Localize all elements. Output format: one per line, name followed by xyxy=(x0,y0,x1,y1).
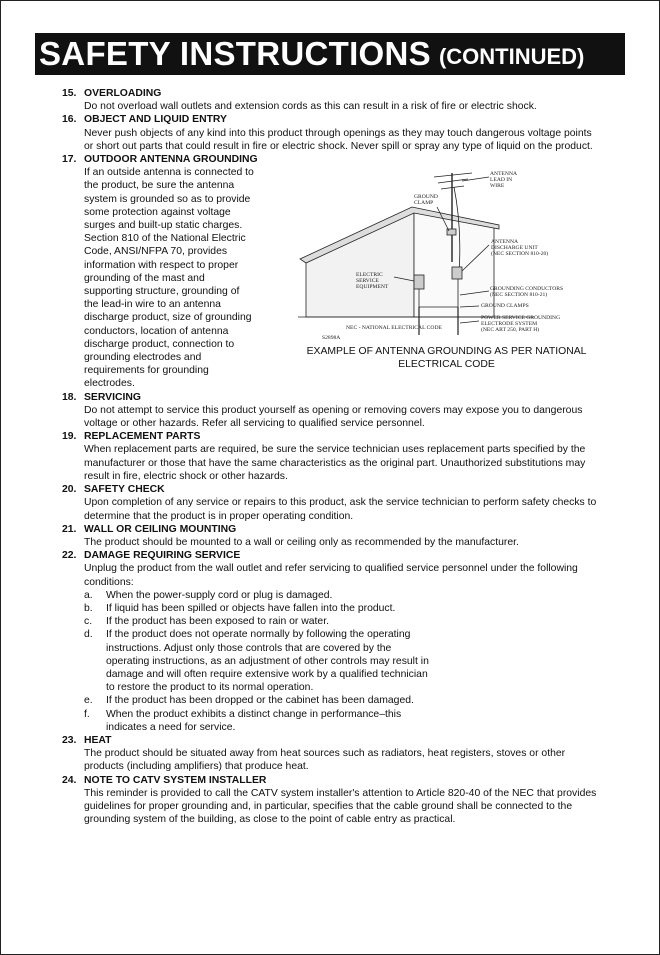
section-heading: SERVICING xyxy=(84,391,141,403)
label-ground-clamps: GROUND CLAMPS xyxy=(481,303,529,310)
list-item xyxy=(84,615,602,628)
list-item xyxy=(84,708,602,734)
section-number: 23. xyxy=(62,734,77,746)
list-item xyxy=(84,628,602,694)
section-number: 16. xyxy=(62,114,77,126)
section-body: The product should be situated away from heat sources such as radiators, heat registers, stoves or other products (including amplifiers) that produce heat. xyxy=(84,748,566,773)
section-heading: OUTDOOR ANTENNA GROUNDING xyxy=(84,154,258,166)
section-wall-ceiling-mounting xyxy=(62,523,602,549)
list-text: If liquid has been spilled or objects have fallen into the product. xyxy=(106,602,396,614)
instructions-content xyxy=(62,87,602,826)
section-number: 22. xyxy=(62,550,77,562)
page-title-main: SAFETY INSTRUCTIONS xyxy=(39,35,431,72)
page-title-sub: (CONTINUED) xyxy=(438,43,585,69)
section-number: 21. xyxy=(62,523,77,535)
list-letter: d. xyxy=(84,629,93,641)
section-object-liquid-entry xyxy=(62,113,602,153)
label-discharge-unit: ANTENNA DISCHARGE UNIT (NEC SECTION 810-20) xyxy=(491,239,549,258)
list-text: If the product does not operate normally by following the operating instructions. Adjust only those controls that are covered by the operating instructions, as an adjustment of other controls may result in damage and will often require extensive work by a qualified technician to restore the product to its normal operation. xyxy=(106,629,429,694)
section-body: Do not attempt to service this product yourself as opening or removing covers may expose you to dangerous voltage or other hazards. Refer all servicing to qualified service personnel. xyxy=(84,404,583,430)
section-body: Upon completion of any service or repairs to this product, ask the service technician to perform safety checks to determine that the product is in proper operating condition. xyxy=(84,497,597,522)
page-title xyxy=(35,33,625,75)
list-letter: f. xyxy=(84,708,90,720)
section-heading: SAFETY CHECK xyxy=(84,484,165,496)
label-grounding-conductors: GROUNDING CONDUCTORS (NEC SECTION 810-21) xyxy=(490,286,564,299)
section-damage-requiring-service xyxy=(62,549,602,734)
list-text: If the product has been dropped or the cabinet has been damaged. xyxy=(106,695,414,707)
section-heading: NOTE TO CATV SYSTEM INSTALLER xyxy=(84,774,267,786)
section-heading: WALL OR CEILING MOUNTING xyxy=(84,523,237,535)
list-item xyxy=(84,694,602,707)
section-heading: REPLACEMENT PARTS xyxy=(84,431,201,443)
section-number: 17. xyxy=(62,154,77,166)
section-catv-installer-note xyxy=(62,774,602,827)
section-safety-check xyxy=(62,483,602,523)
section-heading: OVERLOADING xyxy=(84,88,162,99)
section-number: 19. xyxy=(62,431,77,443)
label-nec: NEC - NATIONAL ELECTRICAL CODE xyxy=(346,325,442,332)
list-text: When the power-supply cord or plug is damaged. xyxy=(106,589,333,601)
section-heading: HEAT xyxy=(84,734,112,746)
list-item xyxy=(84,589,602,602)
section-body: If an outside antenna is connected to the product, be sure the antenna system is grounded so as to provide some protection against voltage surges and built-up static charges. Section 810 of the National Electric Code, ANSI/NFPA 70, provides information with respect to proper grounding of the mast and supporting structure, grounding of the lead-in wire to an antenna discharge product, size of grounding conductors, location of antenna discharge product, connection to grounding electrodes and requirements for grounding electrodes. xyxy=(84,167,254,390)
label-diagram-code: S2898A xyxy=(322,335,341,342)
section-heading: OBJECT AND LIQUID ENTRY xyxy=(84,114,227,126)
diagram-caption: EXAMPLE OF ANTENNA GROUNDING AS PER NATIONAL ELECTRICAL CODE xyxy=(306,346,587,371)
antenna-grounding-diagram xyxy=(294,167,599,379)
section-body: Do not overload wall outlets and extension cords as this can result in a risk of fire or electric shock. xyxy=(84,101,537,113)
section-body: When replacement parts are required, be sure the service technician uses replacement parts specified by the manufacturer or those that have the same characteristics as the original part. Unauthorized substitutions may result in fire, electric shock or other hazards. xyxy=(84,444,586,482)
section-heading: DAMAGE REQUIRING SERVICE xyxy=(84,550,241,562)
section-number: 20. xyxy=(62,484,77,496)
section-body: Never push objects of any kind into this product through openings as they may touch dangerous voltage points or short out parts that could result in fire or electric shock. Never spill or spray any type of liquid on the product. xyxy=(84,127,593,152)
section-number: 18. xyxy=(62,391,77,403)
section-servicing xyxy=(62,391,602,431)
section-body: The product should be mounted to a wall or ceiling only as recommended by the manufacturer. xyxy=(84,536,519,548)
list-letter: b. xyxy=(84,602,93,614)
section-overloading xyxy=(62,87,602,113)
list-letter: e. xyxy=(84,695,93,707)
section-body: Unplug the product from the wall outlet and refer servicing to qualified service personnel under the following conditions: xyxy=(84,563,578,588)
section-heat xyxy=(62,734,602,774)
label-electric-service: ELECTRIC SERVICE EQUIPMENT xyxy=(356,272,389,291)
label-ground-clamp: GROUND CLAMP xyxy=(414,194,438,207)
list-text: If the product has been exposed to rain or water. xyxy=(106,616,329,628)
section-number: 24. xyxy=(62,774,77,786)
section-replacement-parts xyxy=(62,430,602,483)
list-letter: a. xyxy=(84,589,93,601)
label-antenna-lead: ANTENNA LEAD IN WIRE xyxy=(490,171,518,190)
section-number: 15. xyxy=(62,88,77,99)
list-text: When the product exhibits a distinct change in performance–this indicates a need for service. xyxy=(106,708,402,733)
section-outdoor-antenna-grounding xyxy=(62,153,602,391)
list-item xyxy=(84,602,602,615)
section-body: This reminder is provided to call the CATV system installer's attention to Article 820-40 of the NEC that provides guidelines for proper grounding and, in particular, specifies that the cable ground shall be connected to the grounding system of the building, as close to the point of cable entry as practical. xyxy=(84,787,597,826)
list-letter: c. xyxy=(84,616,93,628)
label-power-service: POWER SERVICE GROUNDING ELECTRODE SYSTEM (NEC ART 250, PART H) xyxy=(481,315,561,334)
